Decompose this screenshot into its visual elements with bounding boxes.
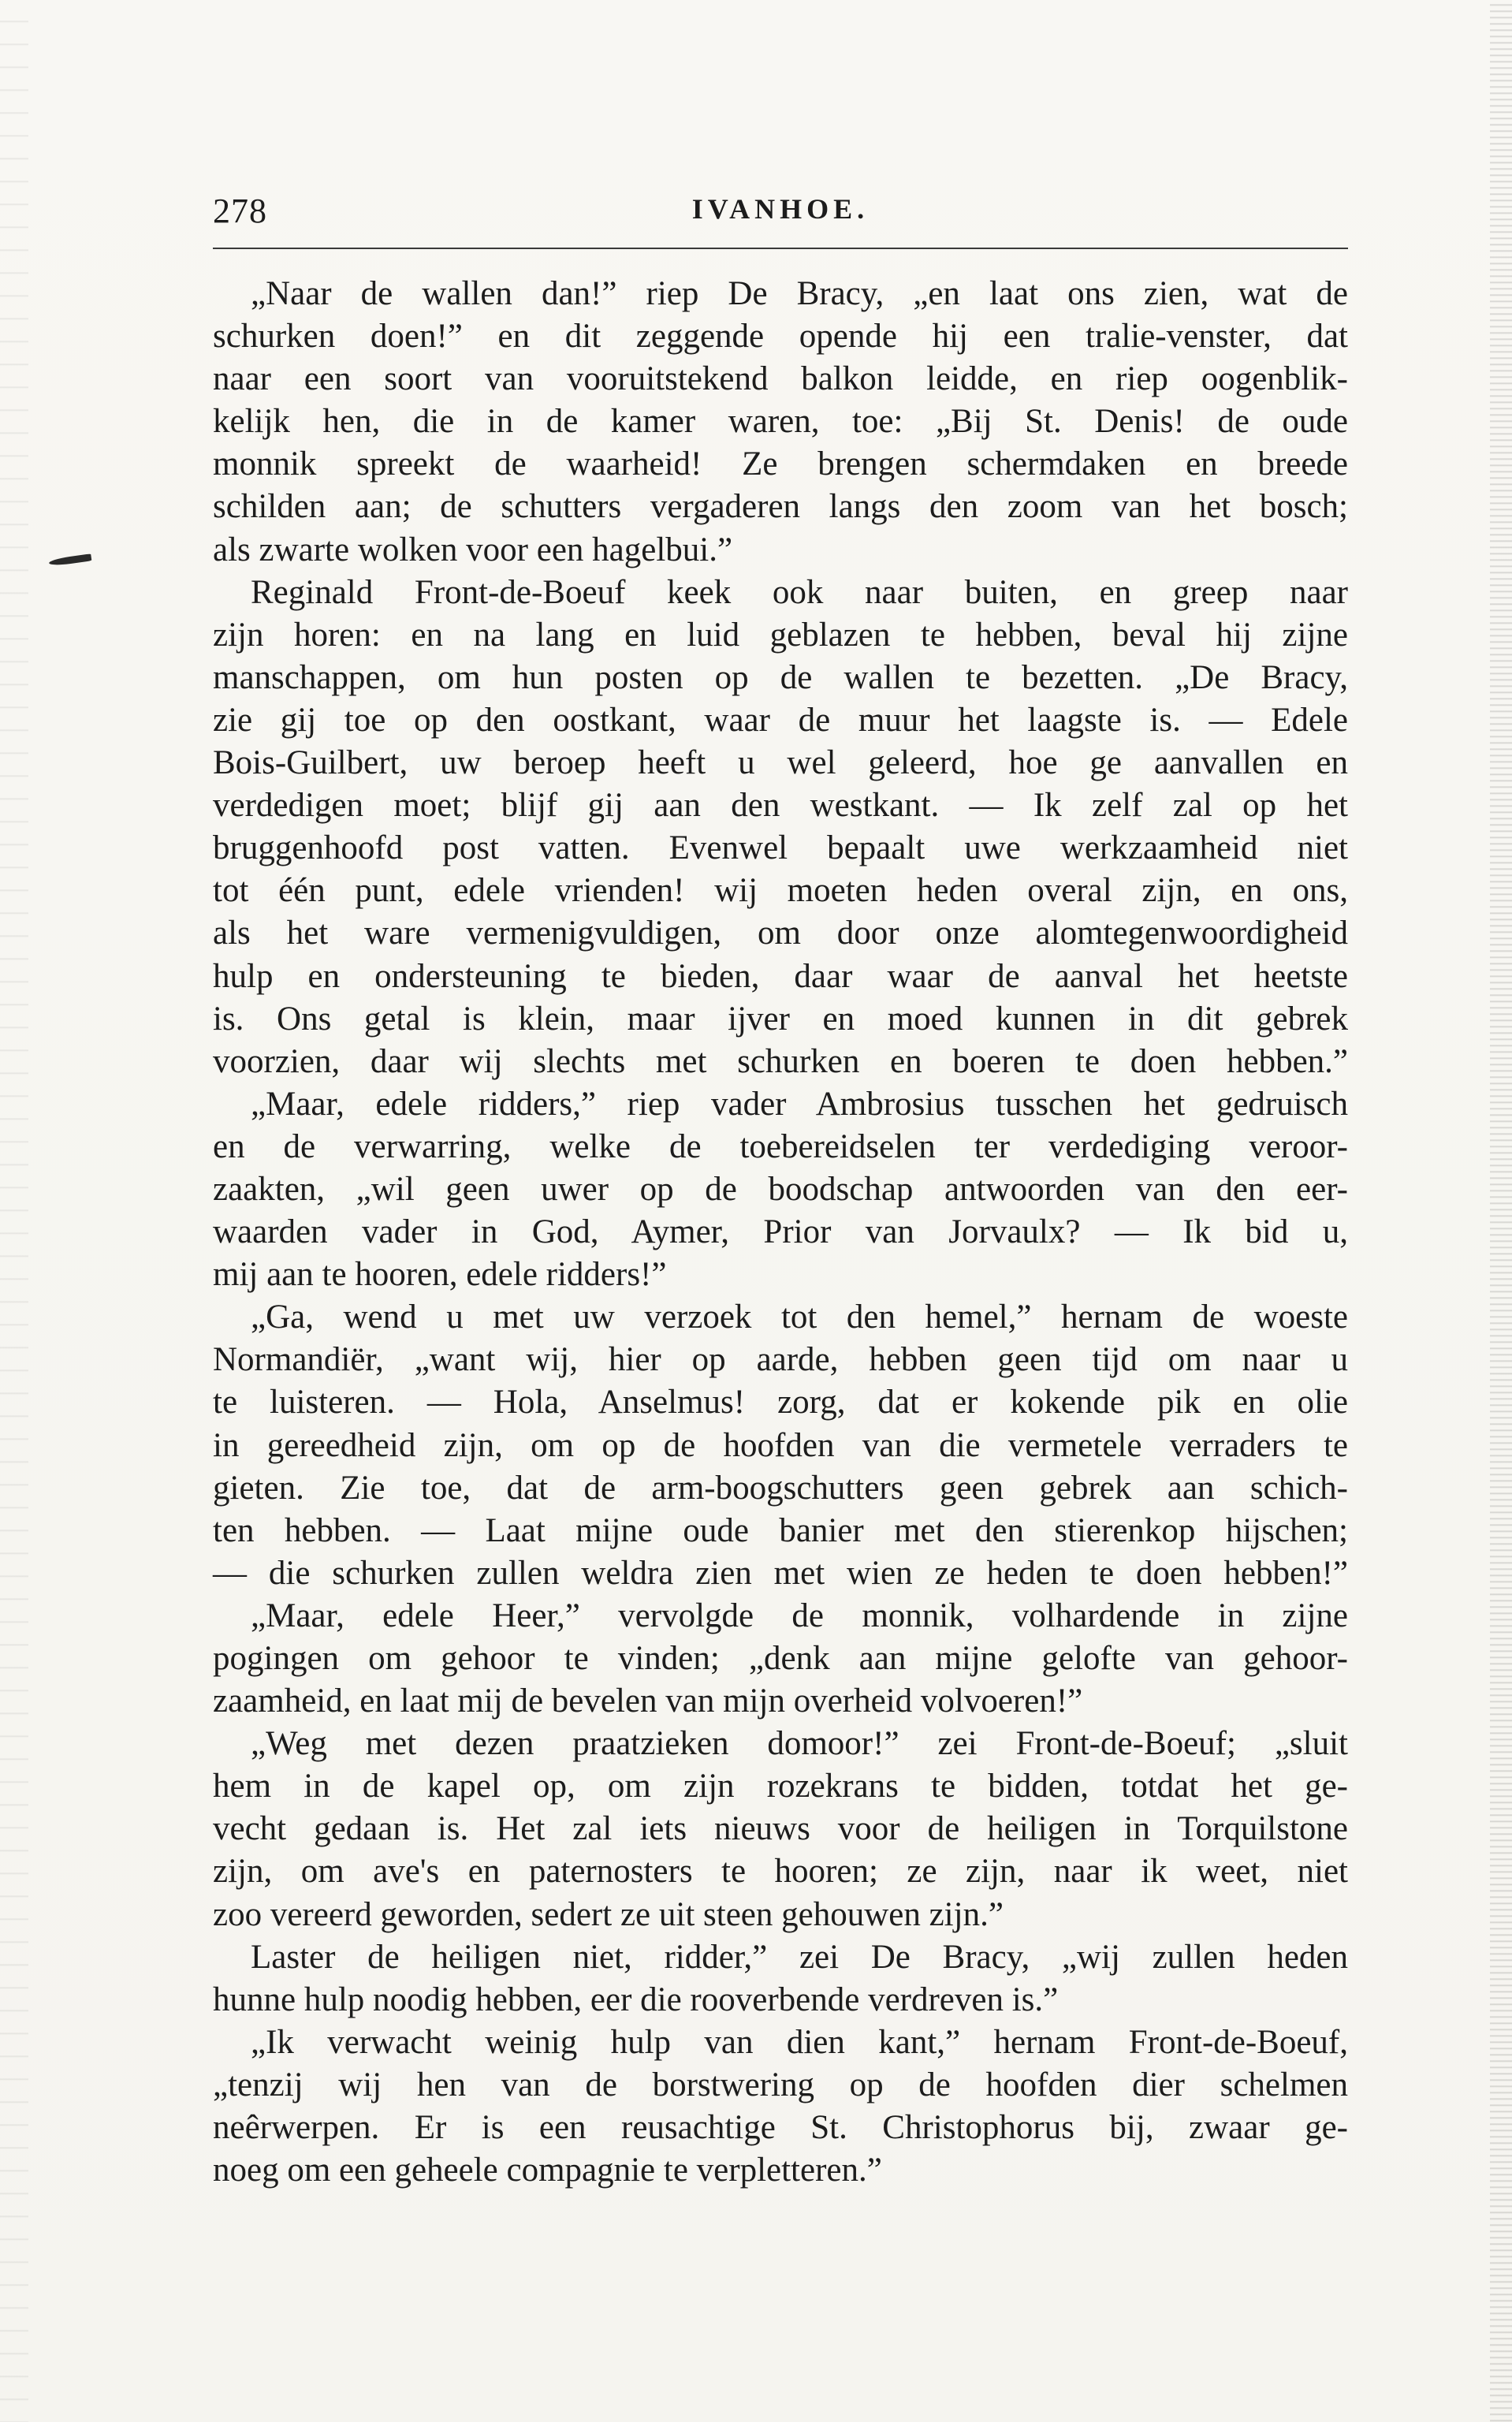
text-line: zijn, om ave's en paternosters te hooren; ze zijn, naar ik weet, niet <box>213 1853 1348 1891</box>
page-number: 278 <box>213 192 267 230</box>
text-line: ten hebben. — Laat mijne oude banier met den stierenkop hijschen; <box>213 1511 1348 1549</box>
text-line: „Ik verwacht weinig hulp van dien kant,” hernam Front-de-Boeuf, <box>251 2023 1348 2061</box>
text-line: monnik spreekt de waarheid! Ze brengen schermdaken en breede <box>213 445 1348 483</box>
text-line: zie gij toe op den oostkant, waar de muur het laagste is. — Edele <box>213 701 1348 739</box>
text-line: tot één punt, edele vrienden! wij moeten heden overal zijn, en ons, <box>213 872 1348 910</box>
text-line: schilden aan; de schutters vergaderen langs den zoom van het bosch; <box>213 488 1348 526</box>
text-line: is. Ons getal is klein, maar ijver en moed kunnen in dit gebrek <box>213 1000 1348 1038</box>
text-line: schurken doen!” en dit zeggende opende hij een tralie-venster, dat <box>213 318 1348 356</box>
text-line: kelijk hen, die in de kamer waren, toe: „Bij St. Denis! de oude <box>213 403 1348 441</box>
text-line: Normandiër, „want wij, hier op aarde, hebben geen tijd om naar u <box>213 1341 1348 1379</box>
text-line: zijn horen: en na lang en luid geblazen te hebben, beval hij zijne <box>213 616 1348 654</box>
left-page-edge <box>0 0 28 2422</box>
text-line: „tenzij wij hen van de borstwering op de hoofden dier schelmen <box>213 2066 1348 2103</box>
text-line: „Weg met dezen praatzieken domoor!” zei Front-de-Boeuf; „sluit <box>251 1725 1348 1763</box>
text-line: hunne hulp noodig hebben, eer die rooverbende verdreven is.” <box>213 1980 1059 2018</box>
text-line: hem in de kapel op, om zijn rozekrans te bidden, totdat het ge- <box>213 1768 1348 1805</box>
text-line: gieten. Zie toe, dat de arm-boogschutters geen gebrek aan schich- <box>213 1469 1348 1507</box>
text-line: voorzien, daar wij slechts met schurken en boeren te doen hebben.” <box>213 1042 1348 1080</box>
text-line: als het ware vermenigvuldigen, om door onze alomtegenwoordigheid <box>213 915 1348 952</box>
text-line: Bois-Guilbert, uw beroep heeft u wel geleerd, hoe ge aanvallen en <box>213 744 1348 782</box>
text-line: „Maar, edele Heer,” vervolgde de monnik, volhardende in zijne <box>251 1597 1348 1634</box>
text-line: neêrwerpen. Er is een reusachtige St. Christophorus bij, zwaar ge- <box>213 2109 1348 2147</box>
text-line: manschappen, om hun posten op de wallen te bezetten. „De Bracy, <box>213 658 1348 696</box>
text-line: waarden vader in God, Aymer, Prior van Jorvaulx? — Ik bid u, <box>213 1213 1348 1251</box>
text-line: zaakten, „wil geen uwer op de boodschap antwoorden van den eer- <box>213 1170 1348 1208</box>
margin-ink-mark <box>49 553 92 566</box>
text-line: „Ga, wend u met uw verzoek tot den hemel,” hernam de woeste <box>251 1299 1348 1336</box>
text-line: Laster de heiligen niet, ridder,” zei De Bracy, „wij zullen heden <box>251 1938 1348 1976</box>
text-line: pogingen om gehoor te vinden; „denk aan mijne gelofte van gehoor- <box>213 1640 1348 1677</box>
text-line: en de verwarring, welke de toebereidselen ter verdediging veroor- <box>213 1127 1348 1165</box>
running-title: IVANHOE. <box>691 193 870 225</box>
text-line: zoo vereerd geworden, sedert ze uit steen gehouwen zijn.” <box>213 1895 1004 1933</box>
text-line: in gereedheid zijn, om op de hoofden van die vermetele verraders te <box>213 1426 1348 1464</box>
text-line: mij aan te hooren, edele ridders!” <box>213 1256 667 1294</box>
text-line: „Naar de wallen dan!” riep De Bracy, „en laat ons zien, wat de <box>251 275 1348 312</box>
text-line: — die schurken zullen weldra zien met wien ze heden te doen hebben!” <box>213 1554 1348 1592</box>
text-line: te luisteren. — Hola, Anselmus! zorg, dat er kokende pik en olie <box>213 1384 1348 1422</box>
body-text <box>213 273 1348 2192</box>
text-line: als zwarte wolken voor een hagelbui.” <box>213 531 733 568</box>
header-rule <box>213 248 1348 249</box>
text-line: zaamheid, en laat mij de bevelen van mijn overheid volvoeren!” <box>213 1682 1083 1720</box>
page-header <box>213 186 1348 241</box>
text-line: noeg om een geheele compagnie te verpletteren.” <box>213 2152 882 2189</box>
text-line: naar een soort van vooruitstekend balkon leidde, en riep oogenblik- <box>213 360 1348 398</box>
right-page-edge <box>1490 0 1512 2422</box>
text-line: hulp en ondersteuning te bieden, daar waar de aanval het heetste <box>213 957 1348 995</box>
text-line: bruggenhoofd post vatten. Evenwel bepaalt uwe werkzaamheid niet <box>213 829 1348 867</box>
text-line: vecht gedaan is. Het zal iets nieuws voor de heiligen in Torquilstone <box>213 1810 1348 1848</box>
text-line: „Maar, edele ridders,” riep vader Ambrosius tusschen het gedruisch <box>251 1085 1348 1123</box>
text-line: verdedigen moet; blijf gij aan den westkant. — Ik zelf zal op het <box>213 787 1348 825</box>
text-line: Reginald Front-de-Boeuf keek ook naar buiten, en greep naar <box>251 573 1348 611</box>
